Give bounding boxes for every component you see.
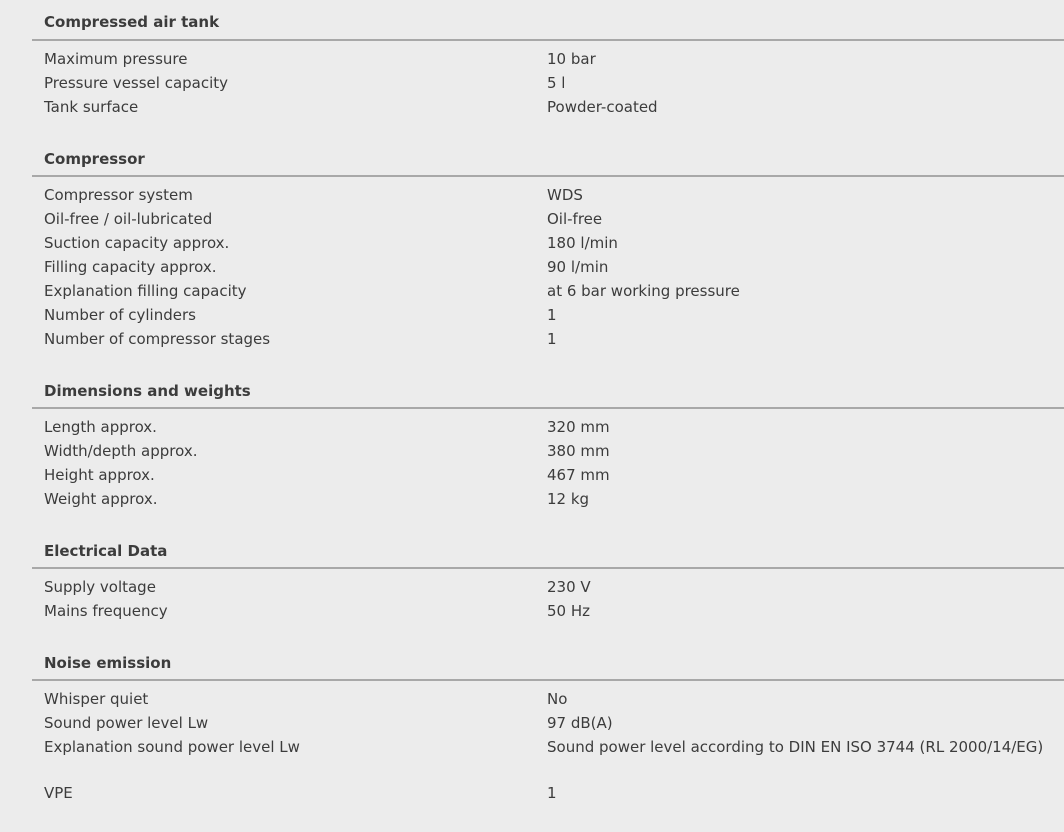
spec-row [32,47,1064,71]
spec-label: Oil-free / oil-lubricated [44,210,213,228]
section-compressor [32,137,1064,369]
section-rows [32,41,1064,137]
spec-label: Length approx. [44,418,157,436]
spec-value: 180 l/min [547,234,618,252]
vpe-label: VPE [44,784,73,802]
section-rows [32,569,1064,641]
section-noise-emission [32,641,1064,759]
spec-row [32,487,1064,511]
spec-value: 10 bar [547,50,596,68]
spec-row [32,415,1064,439]
spec-row [32,279,1064,303]
spec-row [32,71,1064,95]
spec-value: WDS [547,186,583,204]
spec-row [32,575,1064,599]
spec-value: Sound power level according to DIN EN ISO 3744 (RL 2000/14/EG) [547,738,1044,756]
spec-label: Maximum pressure [44,50,188,68]
spec-label: Supply voltage [44,578,156,596]
spec-value: 5 l [547,74,566,92]
spec-value: at 6 bar working pressure [547,282,740,300]
spec-label: Compressor system [44,186,193,204]
spec-row [32,207,1064,231]
spec-value: 97 dB(A) [547,714,613,732]
spec-row [32,711,1064,735]
spec-row [32,439,1064,463]
spec-value: 12 kg [547,490,590,508]
section-title: Compressed air tank [32,0,1064,41]
spec-row [32,687,1064,711]
spec-row [32,735,1064,759]
spec-value: 230 V [547,578,591,596]
spec-label: Weight approx. [44,490,158,508]
spec-value: 90 l/min [547,258,609,276]
spec-value: 1 [547,306,557,324]
spec-value: Oil-free [547,210,603,228]
spec-value: 380 mm [547,442,610,460]
spec-value: No [547,690,568,708]
vpe-row [32,781,1064,805]
section-dimensions-and-weights [32,369,1064,529]
spec-row [32,255,1064,279]
spec-label: Tank surface [44,98,139,116]
section-title: Dimensions and weights [32,369,1064,409]
spec-row [32,95,1064,119]
spec-row [32,327,1064,351]
section-electrical-data [32,529,1064,641]
spec-value: 320 mm [547,418,610,436]
spec-row [32,303,1064,327]
spec-row [32,463,1064,487]
section-title: Electrical Data [32,529,1064,569]
spec-value: 50 Hz [547,602,591,620]
spec-label: Mains frequency [44,602,168,620]
spec-label: Explanation filling capacity [44,282,247,300]
section-title: Compressor [32,137,1064,177]
spec-label: Suction capacity approx. [44,234,230,252]
spec-row [32,599,1064,623]
spec-label: Number of cylinders [44,306,196,324]
spec-row [32,231,1064,255]
section-rows [32,681,1064,759]
spec-label: Width/depth approx. [44,442,198,460]
spec-value: 1 [547,330,557,348]
spec-label: Sound power level Lw [44,714,209,732]
spec-label: Filling capacity approx. [44,258,217,276]
spec-value: 467 mm [547,466,610,484]
spec-label: Height approx. [44,466,155,484]
spec-label: Whisper quiet [44,690,149,708]
section-rows [32,409,1064,529]
vpe-value: 1 [547,784,557,802]
spec-label: Number of compressor stages [44,330,271,348]
section-compressed-air-tank [32,0,1064,137]
spec-label: Pressure vessel capacity [44,74,229,92]
section-rows [32,177,1064,369]
spec-row [32,183,1064,207]
spec-label: Explanation sound power level Lw [44,738,300,756]
spec-value: Powder-coated [547,98,658,116]
section-title: Noise emission [32,641,1064,681]
